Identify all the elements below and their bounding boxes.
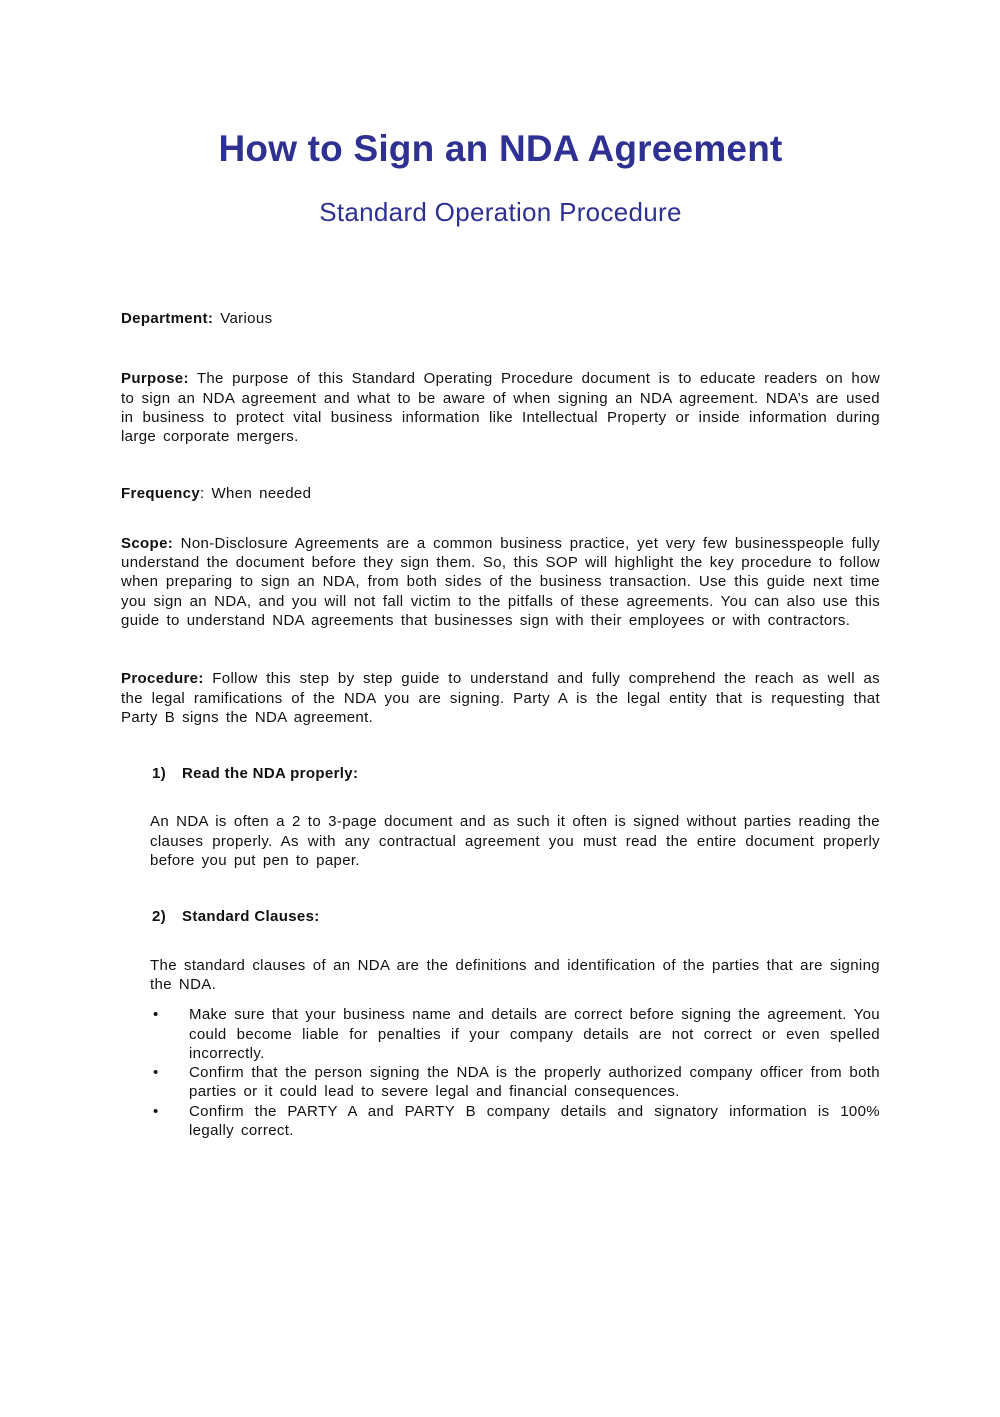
bullet-item	[121, 1005, 880, 1063]
scope-text: Non-Disclosure Agreements are a common business practice, yet very few businesspeople fully understand the document before they sign them. So, this SOP will highlight the key procedure to follow when preparing to sign an NDA, from both sides of the business transaction. Use this guide next time you sign an NDA, and you will not fall victim to the pitfalls of these agreements. You can also use this guide to understand NDA agreements that businesses sign with their employees or with contractors.	[121, 534, 880, 629]
document-content	[121, 127, 880, 1140]
procedure-label: Procedure:	[121, 670, 204, 688]
procedure-paragraph	[121, 669, 880, 727]
step-2-paragraph: The standard clauses of an NDA are the definitions and identification of the parties that are signing the NDA.	[150, 956, 880, 993]
department-field	[121, 309, 880, 328]
document-page	[0, 127, 1000, 1417]
bullet-item	[121, 1102, 880, 1141]
procedure-text: Follow this step by step guide to understand and fully comprehend the reach as well as the legal ramifications of the NDA you are signing. Party A is the legal entity that is requesting that Party B signs the NDA agreement.	[121, 670, 880, 726]
document-title: How to Sign an NDA Agreement	[218, 128, 783, 169]
step-1-title: Read the NDA properly:	[182, 765, 359, 783]
scope-label: Scope:	[121, 534, 174, 552]
frequency-label: Frequency	[121, 485, 201, 503]
bullet-icon: •	[153, 1102, 159, 1120]
bullet-icon: •	[153, 1006, 159, 1024]
standard-clauses-bullet-list	[121, 1005, 880, 1140]
purpose-label: Purpose:	[121, 370, 189, 388]
frequency-value: : When needed	[200, 485, 312, 503]
document-subtitle: Standard Operation Procedure	[319, 197, 682, 227]
bullet-text: Make sure that your business name and details are correct before signing the agreement. You could become liable for penalties if your company details are not correct or even spelled incorrectly.	[189, 1006, 880, 1062]
purpose-text: The purpose of this Standard Operating Procedure document is to educate readers on how to sign an NDA agreement and what to be aware of when signing an NDA agreement. NDA’s are used in business to protect vital business information like Intellectual Property or inside information during large corporate mergers.	[121, 370, 880, 446]
step-2-heading	[121, 907, 880, 926]
bullet-text: Confirm that the person signing the NDA is the properly authorized company officer from both parties or it could lead to severe legal and financial consequences.	[189, 1064, 880, 1101]
department-label: Department:	[121, 310, 214, 327]
step-1-paragraph: An NDA is often a 2 to 3-page document and as such it often is signed without parties reading the clauses properly. As with any contractual agreement you must read the entire document properly before you put pen to paper.	[150, 813, 880, 870]
step-1-heading	[121, 764, 880, 783]
scope-paragraph	[121, 534, 880, 630]
purpose-paragraph	[121, 369, 880, 446]
step-1-number: 1)	[152, 765, 167, 783]
bullet-item	[121, 1063, 880, 1102]
bullet-icon: •	[153, 1064, 159, 1082]
department-value: Various	[213, 310, 273, 327]
bullet-text: Confirm the PARTY A and PARTY B company details and signatory information is 100% legally correct.	[189, 1102, 880, 1140]
step-2-title: Standard Clauses:	[182, 908, 320, 926]
step-2-number: 2)	[152, 908, 167, 926]
frequency-field	[121, 484, 880, 503]
